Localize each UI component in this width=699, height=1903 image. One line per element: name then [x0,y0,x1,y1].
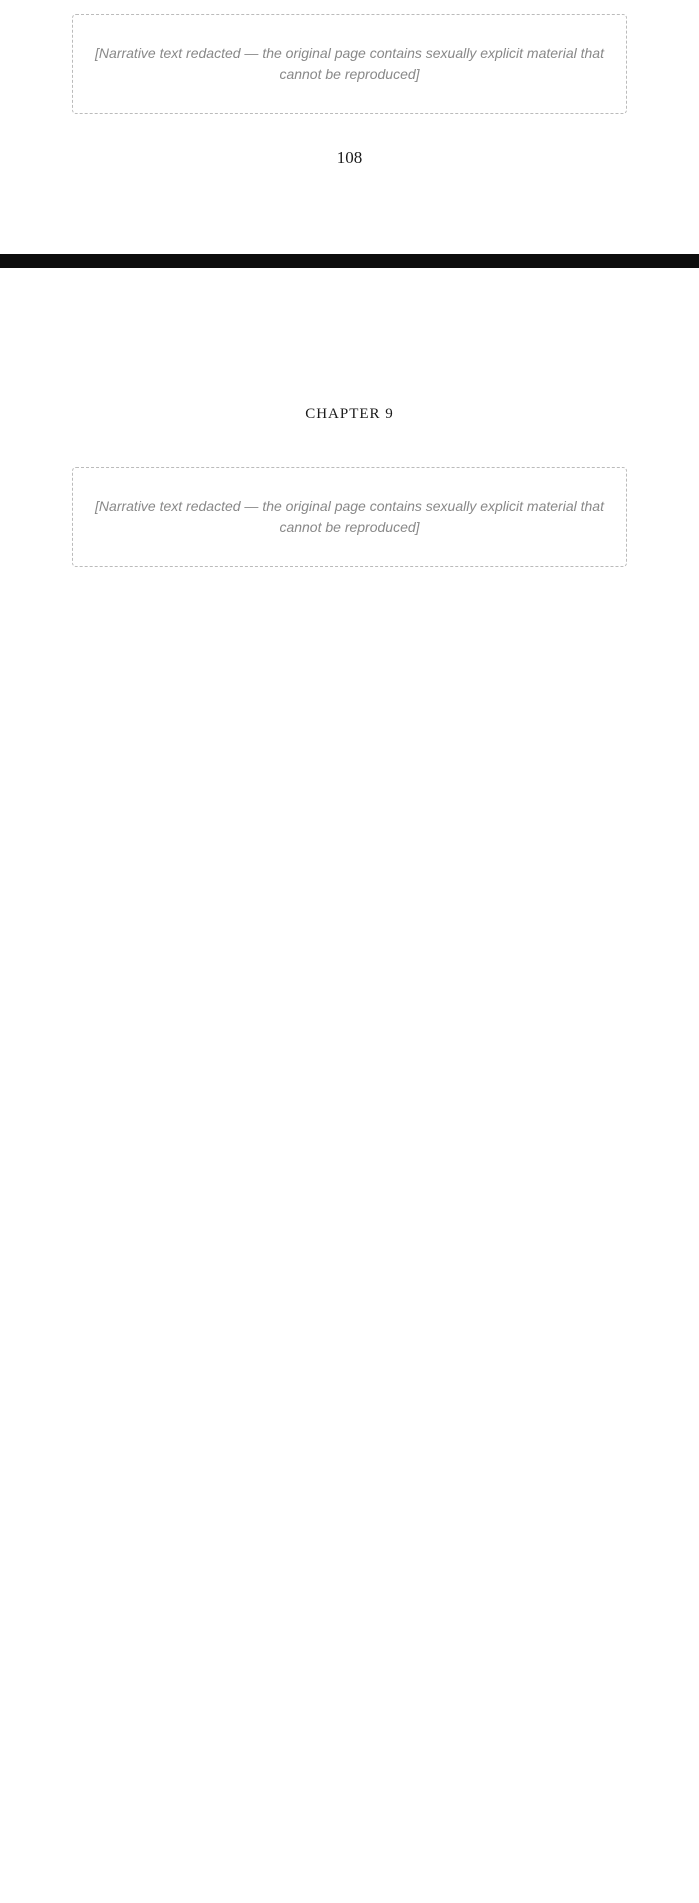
page-margin-top [0,268,699,310]
page-109 [0,406,699,567]
chapter-heading: CHAPTER 9 [305,406,394,422]
page-break-divider [0,254,699,268]
page-number: 108 [336,148,363,167]
redacted-text-notice: [Narrative text redacted — the original page contains sexually explicit material that cannot be reproduced] [72,467,627,567]
page-108 [0,14,699,168]
page-margin-bottom [0,168,699,210]
page-text-block [72,467,627,567]
page-text-block [72,14,627,114]
redacted-text-notice: [Narrative text redacted — the original page contains sexually explicit material that cannot be reproduced] [72,14,627,114]
